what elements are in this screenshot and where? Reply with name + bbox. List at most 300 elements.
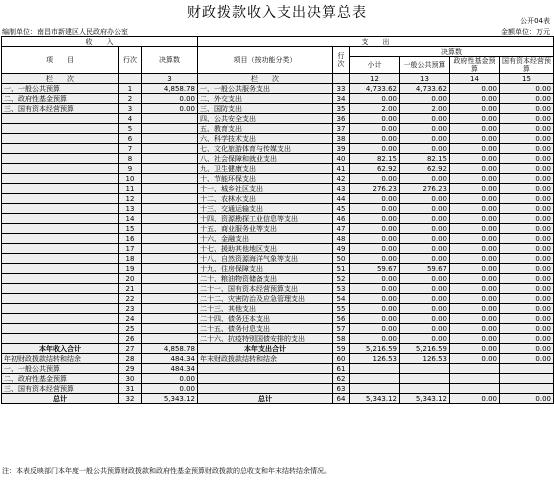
table-row: [2, 204, 554, 214]
table-row: [2, 124, 554, 134]
subtotal-header: 小计: [350, 57, 400, 74]
expense-item-header: 项目（按功能分类）: [198, 47, 333, 74]
gov-fund-cell: 0.00: [450, 334, 500, 344]
empty-cell: [500, 374, 554, 384]
subtotal-cell: 0.00: [350, 144, 400, 154]
income-amount-cell: [142, 324, 198, 334]
gov-fund-cell: 0.00: [450, 234, 500, 244]
empty-cell: [500, 384, 554, 394]
income-amount-cell: [142, 214, 198, 224]
expense-rowno-cell: 45: [333, 204, 350, 214]
income-item-cell: [2, 314, 119, 324]
income-amount-cell: 4,858.78: [142, 84, 198, 94]
budget-table: [1, 36, 554, 404]
general-budget-cell: 62.92: [400, 164, 450, 174]
expense-rowno-cell: 37: [333, 124, 350, 134]
income-item-cell: [2, 174, 119, 184]
table-row: [2, 224, 554, 234]
income-item-cell: [2, 184, 119, 194]
general-budget-cell: 0.00: [400, 244, 450, 254]
general-budget-cell: 0.00: [400, 334, 450, 344]
expense-item-cell: 二十四、债务还本支出: [198, 314, 333, 324]
income-rowno-cell: 26: [119, 334, 142, 344]
general-budget-cell: 0.00: [400, 254, 450, 264]
income-rowno-cell: 14: [119, 214, 142, 224]
gov-fund-cell: 0.00: [450, 244, 500, 254]
empty-cell: [400, 374, 450, 384]
gov-fund-cell: 0.00: [450, 144, 500, 154]
expense-rowno-cell: 56: [333, 314, 350, 324]
income-rowno-cell: 22: [119, 294, 142, 304]
income-rowno-cell: 12: [119, 194, 142, 204]
empty-cell: [450, 384, 500, 394]
column-number: 13: [400, 74, 450, 84]
gov-fund-cell: 0.00: [450, 84, 500, 94]
income-item-cell: [2, 154, 119, 164]
subtotal-cell: 276.23: [350, 184, 400, 194]
general-budget-cell: 0.00: [400, 194, 450, 204]
expense-rowno-header: 行次: [333, 47, 350, 74]
state-capital-cell: 0.00: [500, 224, 554, 234]
expense-item-cell: 四、公共安全支出: [198, 114, 333, 124]
expense-item-cell: 十八、自然资源海洋气象等支出: [198, 254, 333, 264]
state-capital-cell: 0.00: [500, 234, 554, 244]
subtotal-cell: 0.00: [350, 294, 400, 304]
subtotal-cell: 0.00: [350, 324, 400, 334]
income-rowno-cell: 1: [119, 84, 142, 94]
expense-rowno-cell: 58: [333, 334, 350, 344]
income-rowno-cell: 9: [119, 164, 142, 174]
expense-rowno-cell: 48: [333, 234, 350, 244]
income-rowno-cell: 21: [119, 284, 142, 294]
expense-rowno-cell: 34: [333, 94, 350, 104]
gov-fund-cell: 0.00: [450, 324, 500, 334]
grand-total-govfund: 0.00: [450, 394, 500, 404]
empty-cell: [400, 384, 450, 394]
state-capital-cell: 0.00: [500, 144, 554, 154]
income-item-cell: [2, 304, 119, 314]
income-header: 收 入: [2, 37, 198, 47]
state-capital-cell: 0.00: [500, 84, 554, 94]
income-total-amount: 4,858.78: [142, 344, 198, 354]
expense-rowno-cell: 41: [333, 164, 350, 174]
expense-rowno-cell: 54: [333, 294, 350, 304]
subtotal-cell: 62.92: [350, 164, 400, 174]
report-title: 财政拨款收入支出决算总表: [187, 5, 367, 21]
gov-fund-cell: 0.00: [450, 184, 500, 194]
expense-item-cell: 十四、资源勘探工业信息等支出: [198, 214, 333, 224]
income-rowno-cell: 13: [119, 204, 142, 214]
empty-cell: [400, 364, 450, 374]
carry-out-rowno: 60: [333, 354, 350, 364]
income-amount-cell: [142, 304, 198, 314]
gov-fund-cell: 0.00: [450, 104, 500, 114]
income-amount-cell: [142, 134, 198, 144]
income-rowno-cell: 16: [119, 234, 142, 244]
subtotal-cell: 0.00: [350, 94, 400, 104]
general-budget-cell: 0.00: [400, 214, 450, 224]
expense-rowno-cell: 49: [333, 244, 350, 254]
subtotal-cell: 0.00: [350, 224, 400, 234]
expense-total-capital: 0.00: [500, 344, 554, 354]
expense-header: 支 出: [198, 37, 554, 47]
carry-out-label: 年末财政拨款结转和结余: [198, 354, 333, 364]
state-capital-cell: 0.00: [500, 254, 554, 264]
expense-rowno-cell: 44: [333, 194, 350, 204]
subtotal-cell: 82.15: [350, 154, 400, 164]
income-amount-cell: [142, 244, 198, 254]
income-item-cell: [2, 264, 119, 274]
carry-detail-label: 三、国有资本经营预算: [2, 384, 119, 394]
subtotal-cell: 0.00: [350, 194, 400, 204]
income-rowno-cell: 19: [119, 264, 142, 274]
income-amount-cell: [142, 314, 198, 324]
expense-rowno-cell: 42: [333, 174, 350, 184]
grand-total-inc-rowno: 32: [119, 394, 142, 404]
general-budget-cell: 0.00: [400, 174, 450, 184]
income-item-cell: [2, 224, 119, 234]
expense-item-cell: 一、一般公共服务支出: [198, 84, 333, 94]
expense-rowno-cell: 46: [333, 214, 350, 224]
state-capital-cell: 0.00: [500, 114, 554, 124]
gov-fund-cell: 0.00: [450, 204, 500, 214]
gov-fund-cell: 0.00: [450, 274, 500, 284]
income-amount-cell: [142, 224, 198, 234]
general-budget-cell: 0.00: [400, 204, 450, 214]
general-budget-cell: 0.00: [400, 324, 450, 334]
general-budget-cell: 0.00: [400, 304, 450, 314]
expense-item-cell: 三、国防支出: [198, 104, 333, 114]
expense-rowno-cell: 53: [333, 284, 350, 294]
table-row: [2, 294, 554, 304]
income-item-cell: [2, 274, 119, 284]
income-item-cell: [2, 254, 119, 264]
income-rowno-cell: 5: [119, 124, 142, 134]
carry-detail-label: 一、一般公共预算: [2, 364, 119, 374]
income-item-cell: [2, 164, 119, 174]
gov-fund-cell: 0.00: [450, 174, 500, 184]
expense-rowno-cell: 39: [333, 144, 350, 154]
expense-item-cell: 十六、金融支出: [198, 234, 333, 244]
expense-total-subtotal: 5,216.59: [350, 344, 400, 354]
expense-item-cell: 九、卫生健康支出: [198, 164, 333, 174]
expense-rowno-cell: 40: [333, 154, 350, 164]
general-budget-cell: 0.00: [400, 134, 450, 144]
expense-item-cell: 二十一、国有资本经营预算支出: [198, 284, 333, 294]
gov-fund-header: 政府性基金预算: [450, 57, 500, 74]
state-capital-cell: 0.00: [500, 214, 554, 224]
table-row: [2, 334, 554, 344]
state-capital-cell: 0.00: [500, 124, 554, 134]
expense-total-govfund: 0.00: [450, 344, 500, 354]
carry-in-amount: 484.34: [142, 354, 198, 364]
income-amount-cell: [142, 114, 198, 124]
income-amount-cell: [142, 274, 198, 284]
table-row: [2, 134, 554, 144]
column-number: 3: [142, 74, 198, 84]
income-rowno-cell: 8: [119, 154, 142, 164]
table-row: [2, 314, 554, 324]
table-row: [2, 154, 554, 164]
table-row: [2, 164, 554, 174]
column-label: 栏 次: [198, 74, 333, 84]
income-item-cell: [2, 244, 119, 254]
income-item-cell: [2, 144, 119, 154]
general-budget-cell: 0.00: [400, 294, 450, 304]
state-capital-cell: 0.00: [500, 334, 554, 344]
carry-detail-exp-rowno: 62: [333, 374, 350, 384]
grand-total-subtotal: 5,343.12: [350, 394, 400, 404]
carry-in-rowno: 28: [119, 354, 142, 364]
income-amount-cell: [142, 124, 198, 134]
state-capital-cell: 0.00: [500, 94, 554, 104]
general-budget-cell: 82.15: [400, 154, 450, 164]
expense-item-cell: 七、文化旅游体育与传媒支出: [198, 144, 333, 154]
subtotal-cell: 0.00: [350, 254, 400, 264]
state-capital-cell: 0.00: [500, 154, 554, 164]
state-capital-cell: 0.00: [500, 284, 554, 294]
carry-detail-rowno: 29: [119, 364, 142, 374]
table-row: [2, 234, 554, 244]
income-rowno-cell: 18: [119, 254, 142, 264]
grand-total-general: 5,343.12: [400, 394, 450, 404]
state-capital-cell: 0.00: [500, 134, 554, 144]
table-row: [2, 284, 554, 294]
expense-rowno-cell: 50: [333, 254, 350, 264]
income-item-cell: [2, 284, 119, 294]
gov-fund-cell: 0.00: [450, 154, 500, 164]
empty-cell: [198, 364, 333, 374]
gov-fund-cell: 0.00: [450, 164, 500, 174]
expense-item-cell: 八、社会保障和就业支出: [198, 154, 333, 164]
subtotal-cell: 2.00: [350, 104, 400, 114]
expense-item-cell: 十九、住房保障支出: [198, 264, 333, 274]
subtotal-cell: 0.00: [350, 204, 400, 214]
subtotal-cell: 0.00: [350, 314, 400, 324]
income-rowno-header: 行次: [119, 47, 142, 74]
income-rowno-cell: 11: [119, 184, 142, 194]
table-row: [2, 304, 554, 314]
grand-total-exp-label: 总计: [198, 394, 333, 404]
state-capital-cell: 0.00: [500, 104, 554, 114]
income-amount-cell: 0.00: [142, 104, 198, 114]
state-capital-cell: 0.00: [500, 324, 554, 334]
income-amount-cell: [142, 264, 198, 274]
grand-total-inc-amount: 5,343.12: [142, 394, 198, 404]
expense-item-cell: 二、外交支出: [198, 94, 333, 104]
reporting-unit: 编制单位：南昌市新建区人民政府办公室: [2, 28, 128, 36]
subtotal-cell: 0.00: [350, 134, 400, 144]
general-budget-cell: 59.67: [400, 264, 450, 274]
table-row: [2, 214, 554, 224]
general-budget-cell: 0.00: [400, 144, 450, 154]
general-budget-header: 一般公共预算: [400, 57, 450, 74]
subtotal-cell: 0.00: [350, 284, 400, 294]
table-row: [2, 274, 554, 284]
carry-out-capital: 0.00: [500, 354, 554, 364]
carry-detail-rowno: 30: [119, 374, 142, 384]
expense-rowno-cell: 35: [333, 104, 350, 114]
gov-fund-cell: 0.00: [450, 264, 500, 274]
expense-item-cell: 十、节能环保支出: [198, 174, 333, 184]
table-row: [2, 84, 554, 94]
table-row: [2, 144, 554, 154]
income-item-cell: [2, 124, 119, 134]
income-item-cell: 三、国有资本经营预算: [2, 104, 119, 114]
carry-detail-amount: 0.00: [142, 374, 198, 384]
column-label: 栏 次: [2, 74, 119, 84]
grand-total-row: [2, 394, 554, 404]
empty-cell: [500, 364, 554, 374]
general-budget-cell: 2.00: [400, 104, 450, 114]
income-amount-cell: [142, 204, 198, 214]
state-capital-header: 国有资本经营预算: [500, 57, 554, 74]
gov-fund-cell: 0.00: [450, 194, 500, 204]
table-row: [2, 324, 554, 334]
table-row: [2, 244, 554, 254]
expense-item-cell: 十五、商业服务业等支出: [198, 224, 333, 234]
general-budget-cell: 0.00: [400, 284, 450, 294]
expense-item-cell: 十七、援助其他地区支出: [198, 244, 333, 254]
expense-item-cell: 二十五、债务付息支出: [198, 324, 333, 334]
income-rowno-cell: 6: [119, 134, 142, 144]
expense-item-cell: 二十六、抗疫特别国债安排的支出: [198, 334, 333, 344]
empty-cell: [450, 374, 500, 384]
gov-fund-cell: 0.00: [450, 114, 500, 124]
state-capital-cell: 0.00: [500, 164, 554, 174]
empty-cell: [350, 364, 400, 374]
subtotal-cell: 0.00: [350, 274, 400, 284]
expense-rowno-cell: 47: [333, 224, 350, 234]
income-rowno-cell: 10: [119, 174, 142, 184]
carry-detail-row: [2, 374, 554, 384]
gov-fund-cell: 0.00: [450, 284, 500, 294]
expense-item-cell: 六、科学技术支出: [198, 134, 333, 144]
income-item-cell: [2, 134, 119, 144]
state-capital-cell: 0.00: [500, 274, 554, 284]
state-capital-cell: 0.00: [500, 194, 554, 204]
expense-total-rowno: 59: [333, 344, 350, 354]
carry-detail-row: [2, 384, 554, 394]
carry-row: [2, 354, 554, 364]
income-amount-cell: [142, 164, 198, 174]
state-capital-cell: 0.00: [500, 314, 554, 324]
gov-fund-cell: 0.00: [450, 254, 500, 264]
income-amount-cell: [142, 184, 198, 194]
table-code: 公开04表: [520, 17, 550, 25]
table-row: [2, 94, 554, 104]
table-row: [2, 104, 554, 114]
expense-item-cell: 二十、粮油物资储备支出: [198, 274, 333, 284]
empty-cell: [350, 384, 400, 394]
subtotal-cell: 0.00: [350, 304, 400, 314]
totals-row: [2, 344, 554, 354]
general-budget-cell: 0.00: [400, 234, 450, 244]
income-amount-cell: 0.00: [142, 94, 198, 104]
income-rowno-cell: 17: [119, 244, 142, 254]
table-row: [2, 194, 554, 204]
income-rowno-cell: 4: [119, 114, 142, 124]
column-number: 14: [450, 74, 500, 84]
carry-out-govfund: 0.00: [450, 354, 500, 364]
income-amount-cell: [142, 284, 198, 294]
expense-item-cell: 二十二、灾害防治及应急管理支出: [198, 294, 333, 304]
general-budget-cell: 0.00: [400, 114, 450, 124]
final-amount-group-header: 决算数: [350, 47, 554, 57]
subtotal-cell: 0.00: [350, 334, 400, 344]
carry-detail-rowno: 31: [119, 384, 142, 394]
grand-total-capital: 0.00: [500, 394, 554, 404]
general-budget-cell: 0.00: [400, 274, 450, 284]
subtotal-cell: 0.00: [350, 114, 400, 124]
grand-total-exp-rowno: 64: [333, 394, 350, 404]
state-capital-cell: 0.00: [500, 244, 554, 254]
gov-fund-cell: 0.00: [450, 134, 500, 144]
income-item-cell: 一、一般公共预算: [2, 84, 119, 94]
income-rowno-cell: 15: [119, 224, 142, 234]
income-total-label: 本年收入合计: [2, 344, 119, 354]
empty-cell: [350, 374, 400, 384]
state-capital-cell: 0.00: [500, 204, 554, 214]
gov-fund-cell: 0.00: [450, 214, 500, 224]
carry-detail-exp-rowno: 63: [333, 384, 350, 394]
subtotal-cell: 0.00: [350, 214, 400, 224]
empty-cell: [198, 384, 333, 394]
income-rowno-cell: 23: [119, 304, 142, 314]
carry-detail-label: 二、政府性基金预算: [2, 374, 119, 384]
table-row: [2, 114, 554, 124]
income-item-cell: [2, 204, 119, 214]
income-item-cell: [2, 234, 119, 244]
income-item-cell: [2, 214, 119, 224]
income-item-header: 项 目: [2, 47, 119, 74]
income-rowno-cell: 7: [119, 144, 142, 154]
income-amount-cell: [142, 154, 198, 164]
expense-item-cell: 五、教育支出: [198, 124, 333, 134]
subtotal-cell: 59.67: [350, 264, 400, 274]
state-capital-cell: 0.00: [500, 184, 554, 194]
table-row: [2, 184, 554, 194]
subtotal-cell: 0.00: [350, 244, 400, 254]
income-amount-cell: [142, 194, 198, 204]
gov-fund-cell: 0.00: [450, 124, 500, 134]
income-rowno-cell: 24: [119, 314, 142, 324]
carry-detail-exp-rowno: 61: [333, 364, 350, 374]
gov-fund-cell: 0.00: [450, 94, 500, 104]
expense-rowno-cell: 57: [333, 324, 350, 334]
state-capital-cell: 0.00: [500, 264, 554, 274]
carry-detail-row: [2, 364, 554, 374]
income-amount-cell: [142, 334, 198, 344]
carry-detail-amount: 0.00: [142, 384, 198, 394]
amount-unit: 金额单位：万元: [501, 28, 550, 36]
general-budget-cell: 0.00: [400, 124, 450, 134]
income-item-cell: [2, 194, 119, 204]
state-capital-cell: 0.00: [500, 294, 554, 304]
gov-fund-cell: 0.00: [450, 224, 500, 234]
empty-cell: [198, 374, 333, 384]
column-number: 15: [500, 74, 554, 84]
expense-item-cell: 十一、城乡社区支出: [198, 184, 333, 194]
income-amount-cell: [142, 144, 198, 154]
general-budget-cell: 0.00: [400, 94, 450, 104]
income-item-cell: [2, 294, 119, 304]
expense-rowno-cell: 33: [333, 84, 350, 94]
expense-item-cell: 十二、农林水支出: [198, 194, 333, 204]
footnote: 注：本表反映部门本年度一般公共预算财政拨款和政府性基金预算财政拨款的总收支和年末结转结余情况。: [2, 467, 331, 475]
general-budget-cell: 0.00: [400, 314, 450, 324]
grand-total-label: 总计: [2, 394, 119, 404]
